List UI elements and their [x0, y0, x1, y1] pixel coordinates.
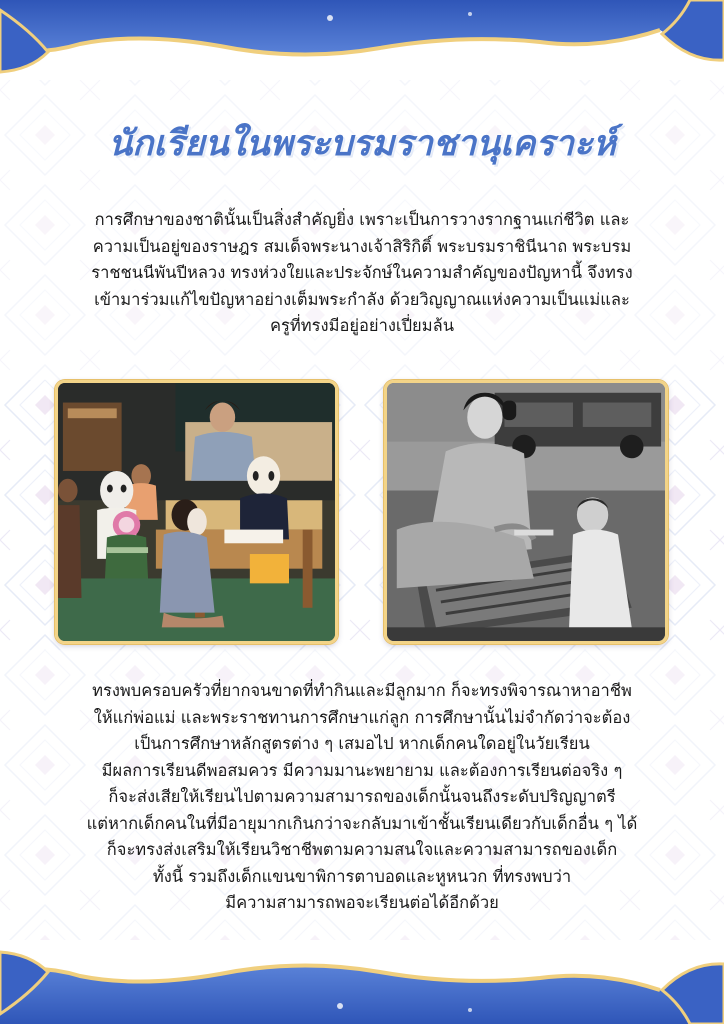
- body-line: ก็จะทรงส่งเสริมให้เรียนวิชาชีพตามความสนใจและความสามารถของเด็ก: [106, 840, 618, 859]
- bottom-banner: [0, 936, 724, 1024]
- classroom-color-photo: [55, 380, 338, 644]
- body-line: ทรงพบครอบครัวที่ยากจนขาดที่ทำกินและมีลูกมาก ก็จะทรงพิจารณาหาอาชีพ: [92, 681, 632, 700]
- intro-line: เข้ามาร่วมแก้ไขปัญหาอย่างเต็มพระกำลัง ด้วยวิญญาณแห่งความเป็นแม่และ: [94, 289, 630, 309]
- body-line: ทั้งนี้ รวมถึงเด็กแขนขาพิการตาบอดและหูหนวก ที่ทรงพบว่า: [152, 866, 572, 886]
- intro-paragraph: [34, 207, 690, 340]
- body-paragraph: [34, 678, 690, 917]
- body-line: มีความสามารถพอจะเรียนต่อได้อีกด้วย: [225, 893, 499, 912]
- intro-line: ราชชนนีพันปีหลวง ทรงห่วงใยและประจักษ์ในความสำคัญของปัญหานี้ จึงทรง: [91, 263, 633, 282]
- craft-lesson-bw-photo: [384, 380, 668, 644]
- intro-line: ครูที่ทรงมีอยู่อย่างเปี่ยมล้น: [270, 316, 454, 335]
- intro-line: การศึกษาของชาตินั้นเป็นสิ่งสำคัญยิ่ง เพราะเป็นการวางรากฐานแก่ชีวิต และ: [94, 210, 630, 229]
- top-banner: [0, 0, 724, 80]
- intro-line: ความเป็นอยู่ของราษฎร สมเด็จพระนางเจ้าสิริกิติ์ พระบรมราชินีนาถ พระบรม: [92, 236, 632, 256]
- body-line: ก็จะส่งเสียให้เรียนไปตามความสามารถของเด็กนั้นจนถึงระดับปริญญาตรี: [108, 787, 616, 806]
- page-title: นักเรียนในพระบรมราชานุเคราะห์: [108, 124, 616, 164]
- body-line: เป็นการศึกษาหลักสูตรต่าง ๆ เสมอไป หากเด็กคนใดอยู่ในวัยเรียน: [134, 734, 590, 753]
- body-line: มีผลการเรียนดีพอสมควร มีความมานะพยายาม และต้องการเรียนต่อจริง ๆ: [101, 760, 623, 780]
- body-line: ให้แก่พ่อแม่ และพระราชทานการศึกษาแก่ลูก การศึกษานั้นไม่จำกัดว่าจะต้อง: [93, 707, 631, 727]
- body-line: แต่หากเด็กคนในที่มีอายุมากเกินกว่าจะกลับมาเข้าชั้นเรียนเดียวกับเด็กอื่น ๆ ได้: [86, 813, 638, 833]
